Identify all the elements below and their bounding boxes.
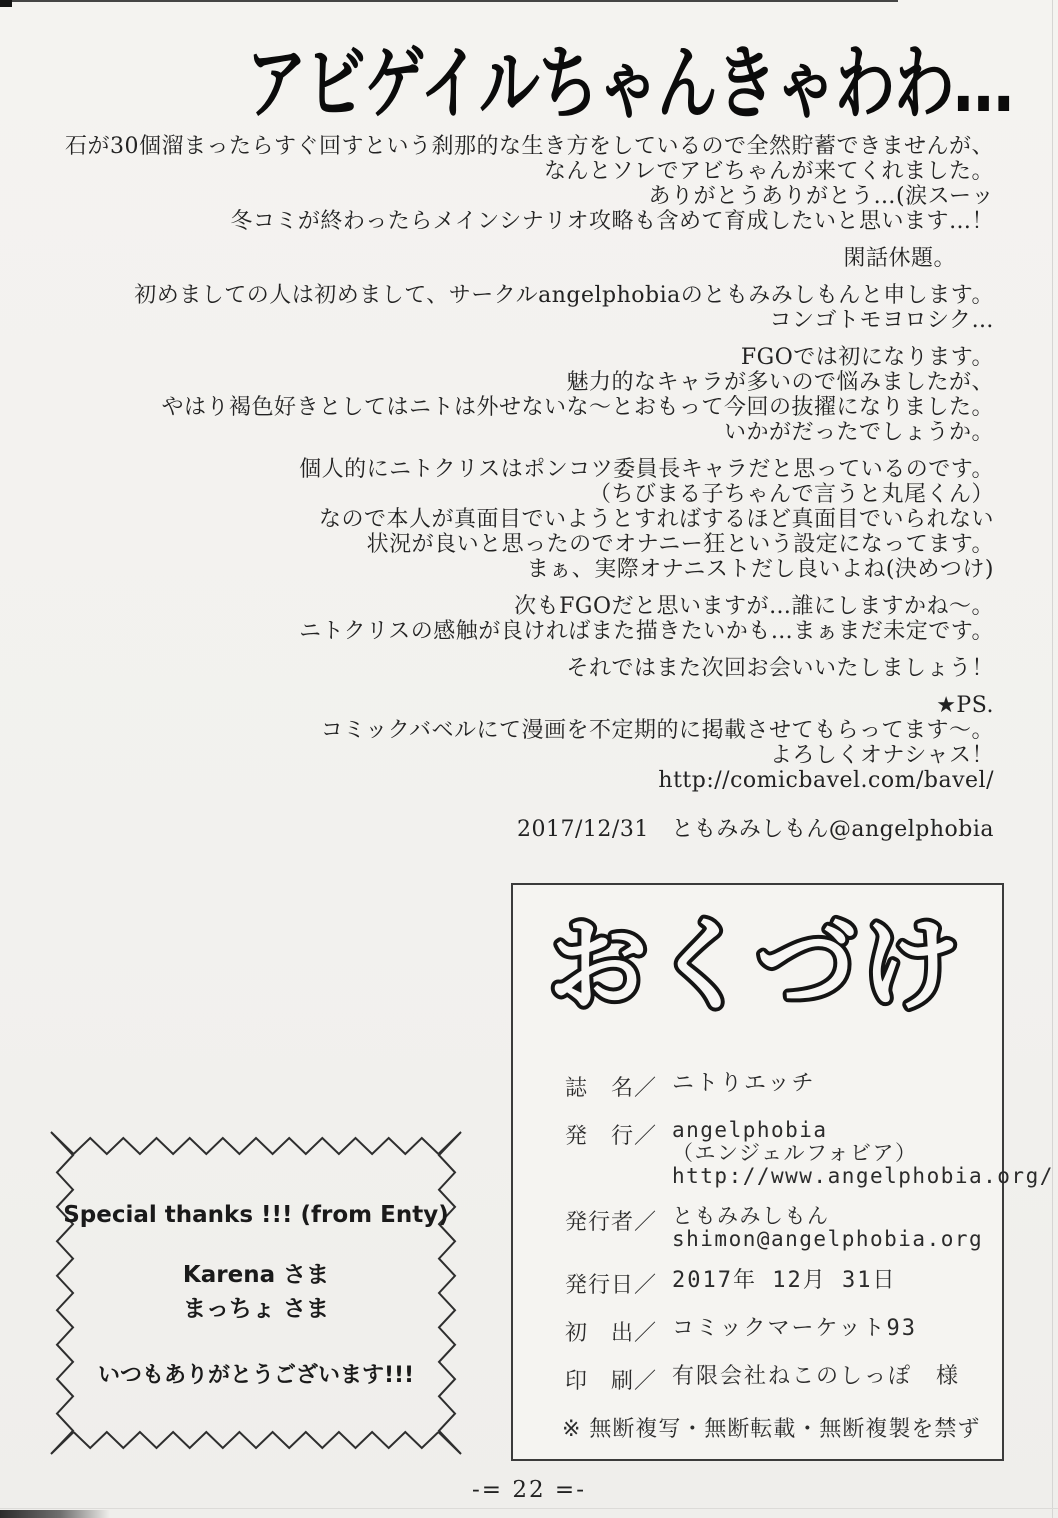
text-line: 個人的にニトクリスはポンコツ委員長キャラだと思っているのです。 — [299, 457, 994, 482]
colophon-value: 有限会社ねこのしっぽ 様 — [672, 1364, 961, 1389]
paragraph — [30, 246, 994, 271]
colophon-box — [511, 883, 1054, 1461]
special-thanks-box — [57, 1138, 455, 1448]
colophon-value: shimon@angelphobia.org — [672, 1227, 984, 1251]
text-line: 初めましての人は初めまして、サークルangelphobiaのともみみしもんと申します。 — [134, 283, 994, 308]
text-line: それではまた次回お会いいたしましょう！ — [566, 656, 994, 681]
colophon-label: 発 行／ — [565, 1124, 658, 1149]
colophon-label: 発行者／ — [565, 1210, 658, 1235]
text-line: http://comicbavel.com/bavel/ — [658, 768, 994, 793]
special-thanks-heading: Special thanks !!! (from Enty) — [63, 1202, 449, 1228]
text-line: ニトクリスの感触が良ければまた描きたいかも…まぁまだ未定です。 — [299, 619, 994, 644]
text-line: 次もFGOだと思いますが…誰にしますかね〜。 — [514, 594, 994, 619]
colophon-rows — [562, 1071, 1054, 1443]
colophon-value: コミックマーケット93 — [672, 1316, 917, 1341]
colophon-value: ニトりエッチ — [672, 1071, 816, 1096]
colophon-value: （エンジェルフォビア） — [672, 1141, 918, 1165]
page-number: -= 22 =- — [472, 1477, 586, 1503]
colophon-row — [565, 1316, 988, 1347]
text-line: コミックバベルにて漫画を不定期的に掲載させてもらってます〜。 — [320, 718, 994, 743]
colophon-heading: おくづけ — [548, 907, 964, 1024]
text-line: よろしくオナシャス！ — [769, 743, 994, 768]
colophon-heading-art — [541, 897, 971, 1032]
text-line: 状況が良いと思ったのでオナニー狂という設定になってます。 — [366, 532, 994, 557]
special-thanks-name: まっちょ さま — [182, 1296, 329, 1322]
colophon-value: 2017年 12月 31日 — [672, 1268, 897, 1293]
paragraph — [30, 134, 994, 234]
text-line: ★PS. — [936, 693, 994, 718]
paragraph — [30, 345, 994, 445]
text-line: FGOでは初になります。 — [740, 345, 994, 370]
special-thanks-content — [57, 1138, 455, 1448]
colophon-value: ともみみしもん — [672, 1204, 830, 1228]
colophon-label: 印 刷／ — [565, 1369, 658, 1394]
date-signature-line: 2017/12/31 ともみみしもん@angelphobia — [517, 817, 994, 842]
colophon-value: http://www.angelphobia.org/ — [672, 1164, 1054, 1188]
colophon-value: angelphobia — [672, 1118, 828, 1142]
colophon-label: 誌 名／ — [565, 1076, 658, 1101]
text-line: 冬コミが終わったらメインシナリオ攻略も含めて育成したいと思います…！ — [230, 209, 994, 234]
special-thanks-name: Karena さま — [182, 1262, 330, 1288]
colophon-row — [565, 1118, 1054, 1188]
special-thanks-footer: いつもありがとうございます!!! — [97, 1363, 415, 1388]
text-line: なんとソレでアビちゃんが来てくれました。 — [543, 159, 994, 184]
colophon-row — [565, 1268, 988, 1299]
colophon-row — [565, 1071, 988, 1102]
text-line: （ちびまる子ちゃんで言うと丸尾くん） — [588, 482, 994, 507]
colophon-row — [565, 1205, 988, 1251]
text-line: なので本人が真面目でいようとすればするほど真面目でいられない — [318, 507, 994, 532]
scan-smudge-bottom-left — [0, 1510, 110, 1518]
text-line: 魅力的なキャラが多いので悩みましたが、 — [566, 370, 994, 395]
text-line: まぁ、実際オナニストだし良いよね(決めつけ) — [526, 557, 994, 582]
paragraph — [30, 457, 994, 582]
scan-edge-right — [1052, 0, 1053, 1518]
afterword-title: アビゲイルちゃんきゃわわ… — [245, 37, 1012, 130]
scan-edge-bottom — [0, 1508, 1058, 1509]
paragraph — [30, 693, 994, 793]
colophon-label: 発行日／ — [565, 1273, 658, 1298]
colophon-notice: ※ 無断複写・無断転載・無断複製を禁ず — [562, 1417, 981, 1442]
paragraph — [30, 594, 994, 644]
scan-corner-blob — [0, 0, 12, 7]
scan-edge-top — [0, 0, 898, 2]
text-line: コンゴトモヨロシク… — [769, 308, 994, 333]
colophon-label: 初 出／ — [565, 1321, 658, 1346]
colophon-row — [565, 1364, 988, 1395]
paragraph — [30, 283, 994, 333]
text-line: いかがだったでしょうか。 — [723, 420, 994, 445]
text-line: 石が30個溜まったらすぐ回すという刹那的な生き方をしているので全然貯蓄できませんが、 — [65, 134, 994, 159]
afterword-body — [30, 134, 994, 842]
text-line: 閑話休題。 — [843, 246, 956, 271]
text-line: ありがとうありがとう…(涙スーッ — [648, 184, 994, 209]
paragraph — [30, 656, 994, 681]
text-line: やはり褐色好きとしてはニトは外せないな〜とおもって今回の抜擢になりました。 — [161, 395, 994, 420]
